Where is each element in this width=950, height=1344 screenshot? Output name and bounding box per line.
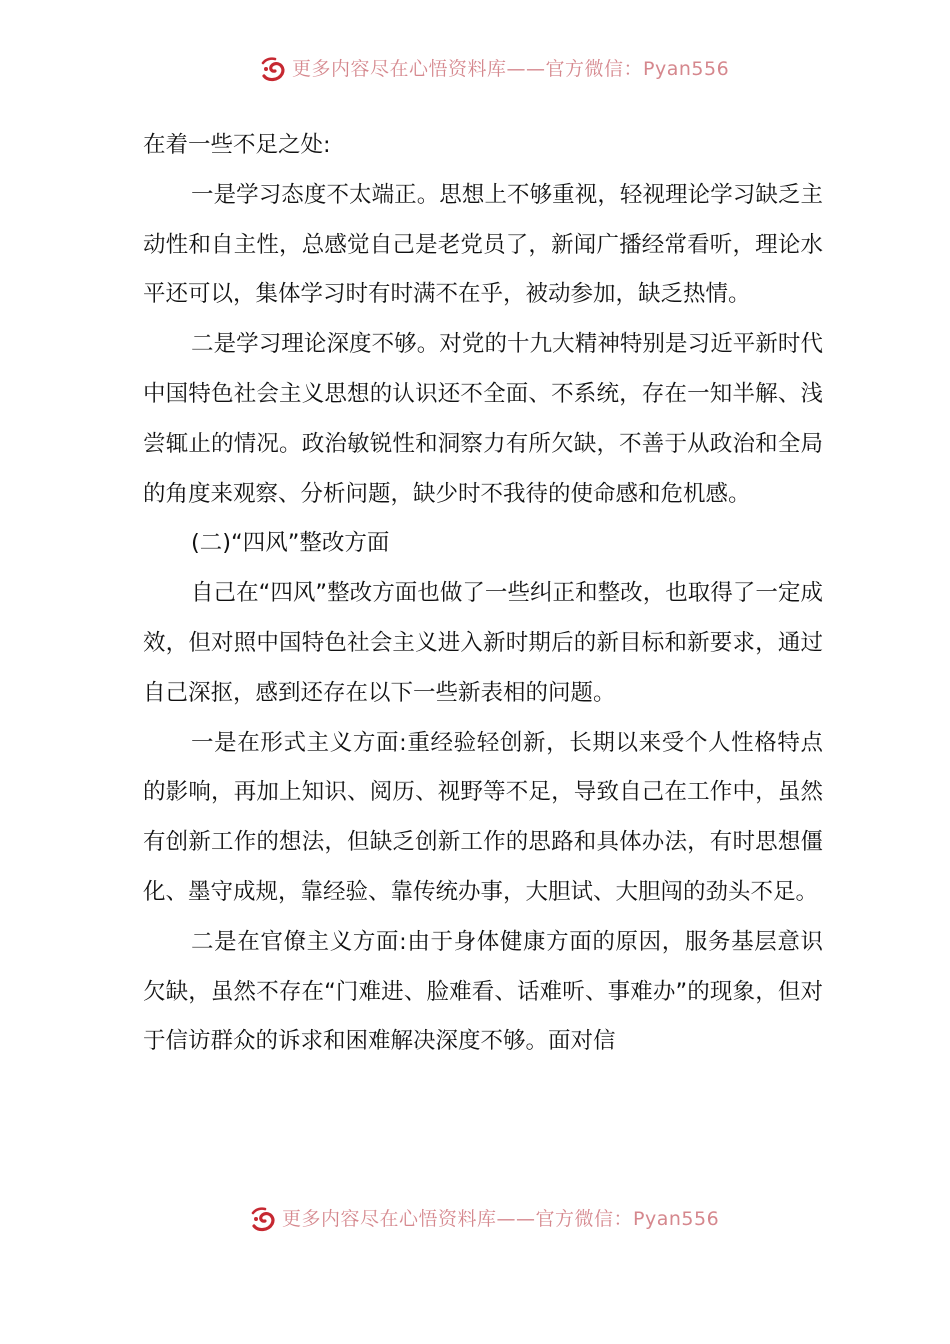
watermark-header — [0, 54, 950, 84]
paragraph-formalism: 一是在形式主义方面:重经验轻创新，长期以来受个人性格特点的影响，再加上知识、阅历、视野等不足，导致自己在工作中，虽然有创新工作的想法，但缺乏创新工作的思路和具体办法，有时思想僵化、墨守成规，靠经验、靠传统办事，大胆试、大胆闯的劲头不足。 — [143, 729, 823, 905]
watermark-text: 更多内容尽在心悟资料库——官方微信：Pyan556 — [292, 58, 730, 80]
paragraph-bureaucratism: 二是在官僚主义方面:由于身体健康方面的原因，服务基层意识欠缺，虽然不存在“门难进、脸难看、话难听、事难办”的现象，但对于信访群众的诉求和困难解决深度不够。面对信 — [143, 928, 823, 1055]
paragraph-study-depth: 二是学习理论深度不够。对党的十九大精神特别是习近平新时代中国特色社会主义思想的认识还不全面、不系统，存在一知半解、浅尝辄止的情况。政治敏锐性和洞察力有所欠缺，不善于从政治和全局的角度来观察、分析问题，缺少时不我待的使命感和危机感。 — [143, 331, 823, 507]
document-body — [143, 121, 823, 1067]
section-heading: (二)“四风”整改方面 — [191, 530, 390, 557]
swirl-logo-icon — [248, 1204, 278, 1234]
watermark-footer — [0, 1204, 950, 1234]
paragraph-continuation: 在着一些不足之处: — [143, 132, 331, 158]
watermark-text: 更多内容尽在心悟资料库——官方微信：Pyan556 — [282, 1208, 720, 1230]
swirl-logo-icon — [258, 54, 288, 84]
paragraph-rectification: 自己在“四风”整改方面也做了一些纠正和整改，也取得了一定成效，但对照中国特色社会主义进入新时期后的新目标和新要求，通过自己深抠，感到还存在以下一些新表相的问题。 — [143, 580, 823, 706]
paragraph-study-attitude: 一是学习态度不太端正。思想上不够重视，轻视理论学习缺乏主动性和自主性，总感觉自己是老党员了，新闻广播经常看听，理论水平还可以，集体学习时有时满不在乎，被动参加，缺乏热情。 — [143, 181, 823, 308]
